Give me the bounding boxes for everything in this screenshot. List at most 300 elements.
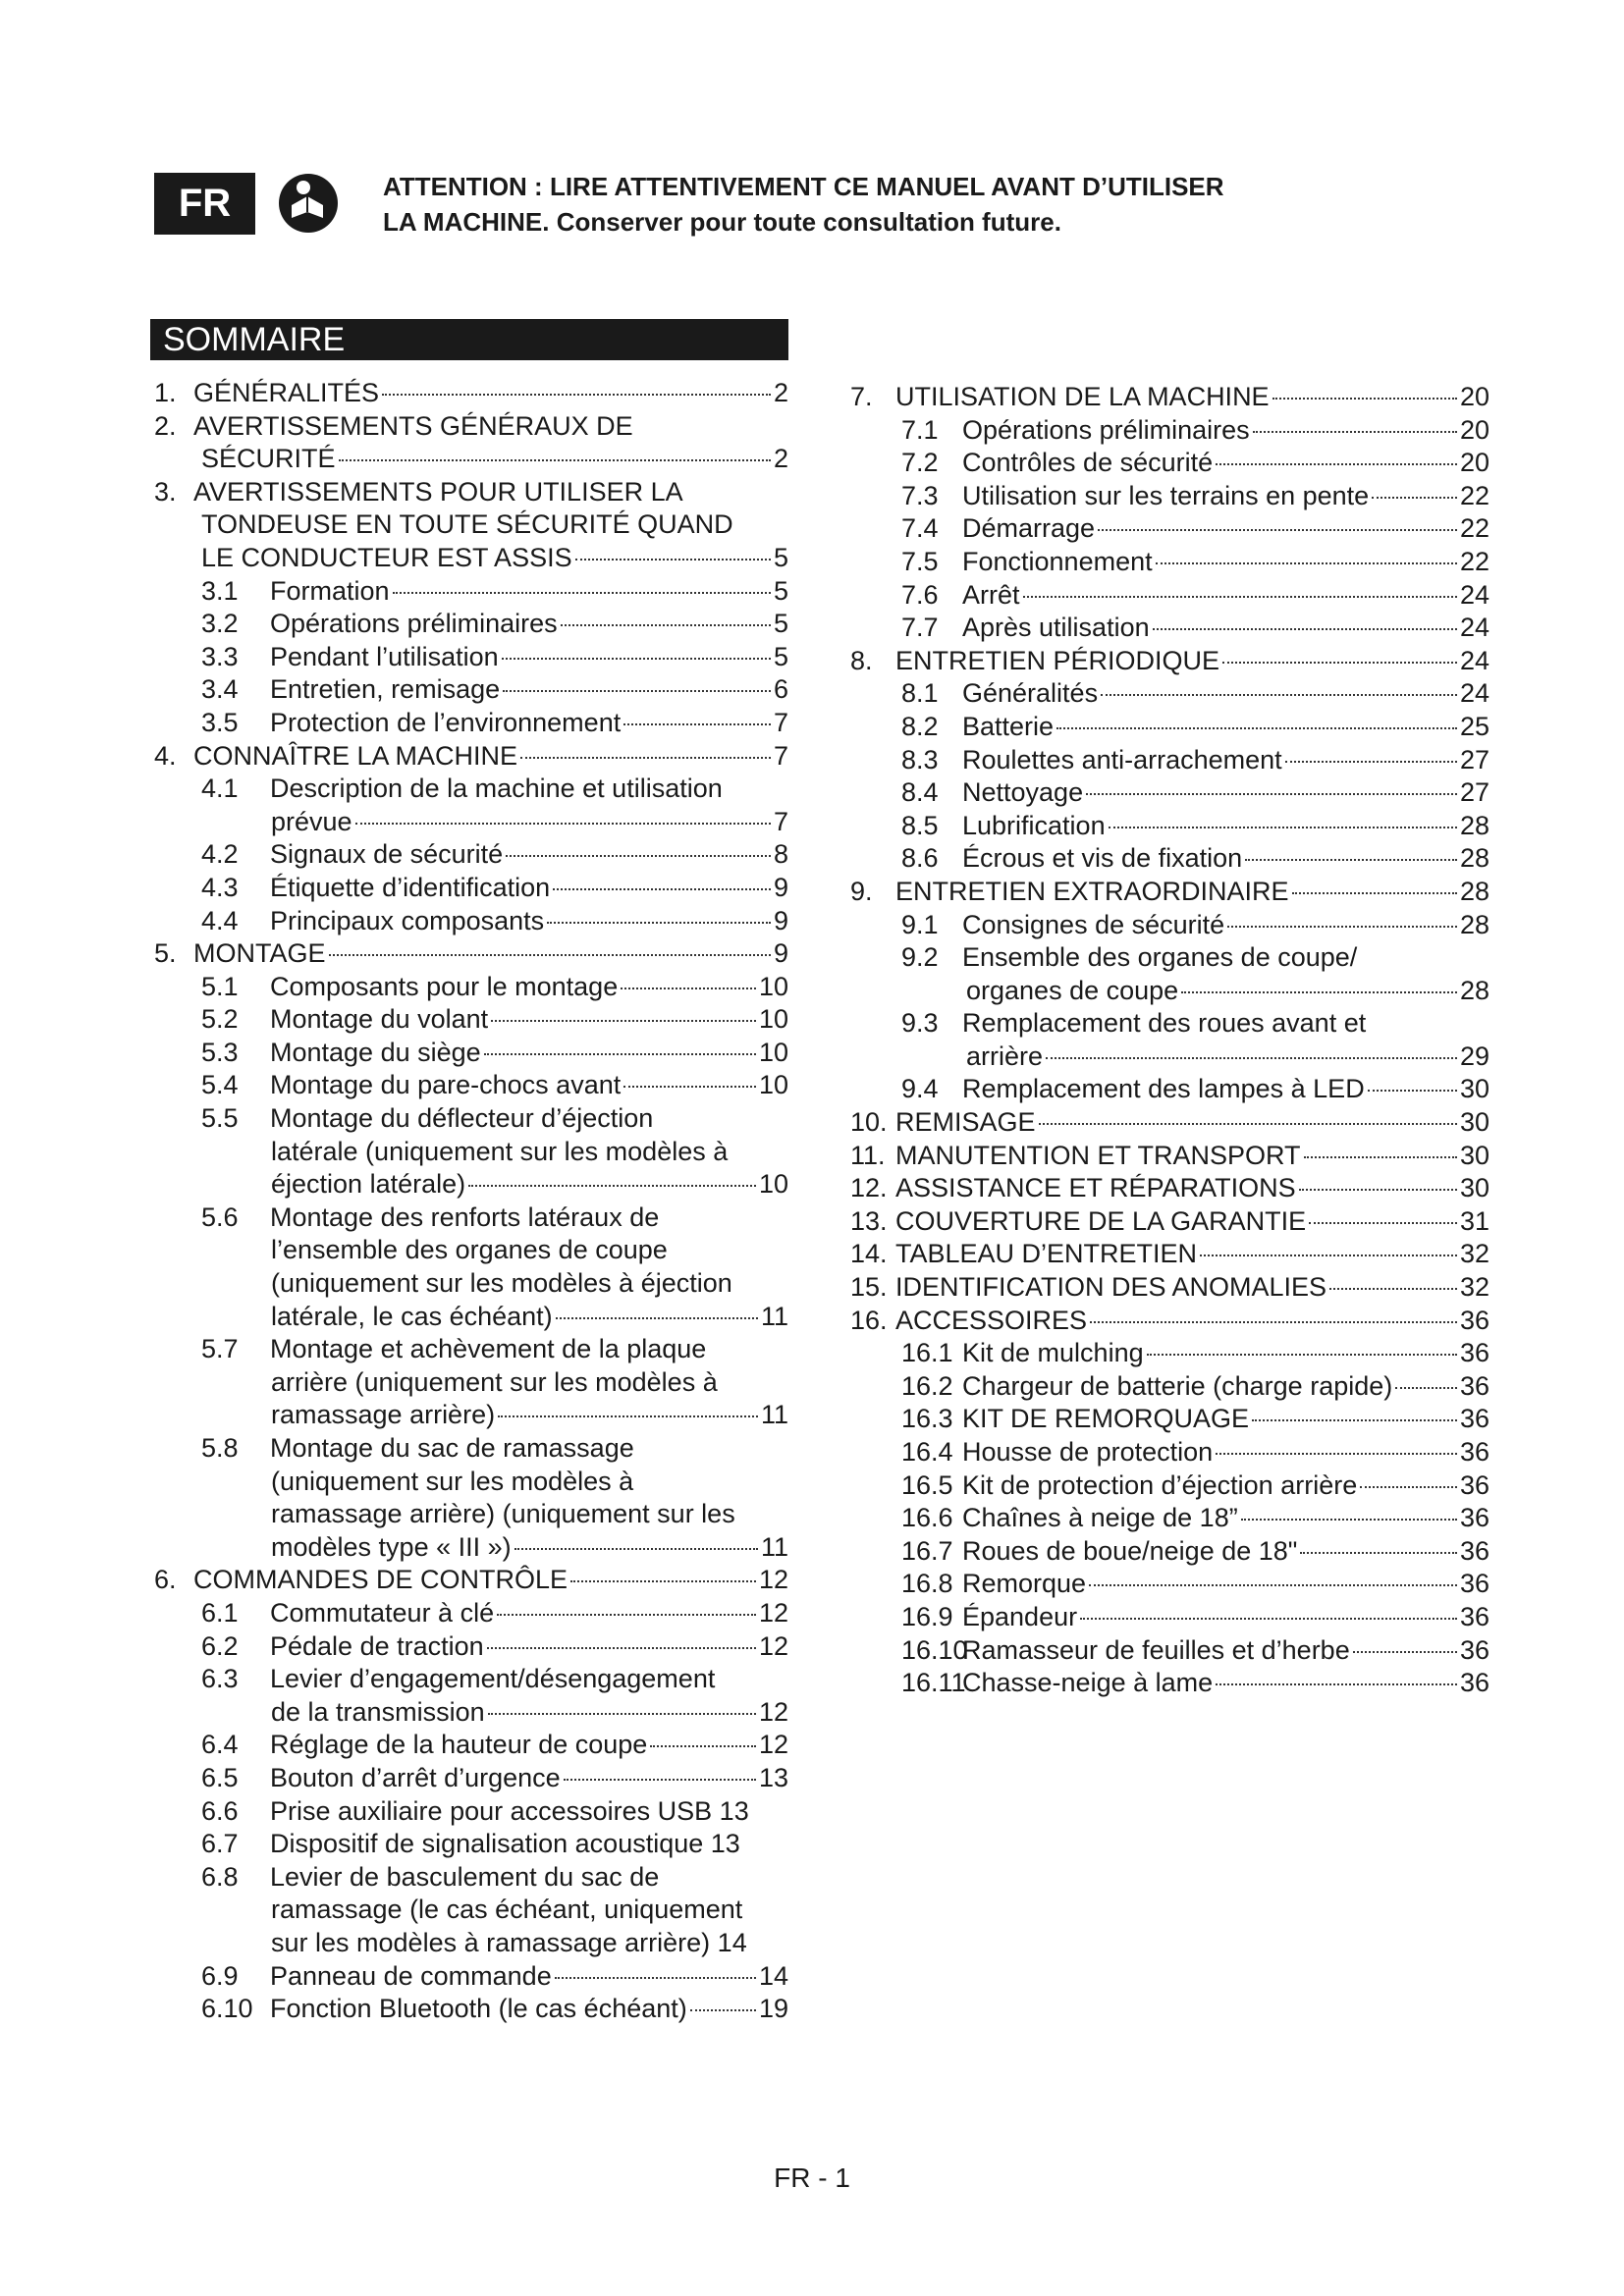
toc-entry-title: AVERTISSEMENTS POUR UTILISER LA <box>193 476 683 507</box>
toc-entry-page: 5 <box>773 575 788 606</box>
toc-entry-number: 1. <box>154 378 177 407</box>
toc-entry <box>846 1337 1489 1370</box>
toc-entry-title: de la transmission <box>271 1696 485 1727</box>
toc-entry-number: 16.4 <box>901 1437 953 1467</box>
toc-leader-dots <box>1304 1156 1457 1158</box>
toc-entry-title: Principaux composants <box>270 905 545 935</box>
toc-entry-page: 10 <box>758 1169 788 1200</box>
toc-leader-dots <box>503 690 771 692</box>
toc-leader-dots <box>1245 859 1457 861</box>
toc-entry-number: 16.10 <box>901 1634 968 1665</box>
toc-entry-title: (uniquement sur les modèles à <box>271 1466 634 1496</box>
toc-entry-number: 7.3 <box>901 480 939 510</box>
toc-leader-dots <box>1253 431 1457 433</box>
toc-entry-page: 27 <box>1459 777 1489 808</box>
toc-entry-title: modèles type « III ») <box>271 1531 512 1562</box>
toc-entry-title: Lubrification <box>962 810 1106 840</box>
toc-entry-page: 30 <box>1459 1173 1489 1203</box>
toc-entry-page: 10 <box>758 971 788 1001</box>
toc-entry <box>150 542 788 575</box>
attention-line-2: LA MACHINE. Conserver pour toute consultation future. <box>383 207 1061 237</box>
toc-entry-number: 7.1 <box>901 414 939 445</box>
toc-entry-page: 7 <box>773 806 788 836</box>
toc-entry-title: Remplacement des roues avant et <box>962 1008 1367 1039</box>
toc-entry-number: 6.6 <box>201 1795 239 1826</box>
toc-entry-title: Épandeur <box>962 1601 1078 1631</box>
toc-entry-page: 20 <box>1459 448 1489 478</box>
toc-entry <box>150 806 788 839</box>
toc-leader-dots <box>355 823 771 825</box>
toc-entry-page: 10 <box>758 1037 788 1067</box>
toc-leader-dots <box>1216 1453 1457 1455</box>
toc-entry-title: Écrous et vis de fixation <box>962 843 1243 874</box>
toc-entry-number: 8.3 <box>901 744 939 774</box>
toc-entry-title: Montage du pare-chocs avant <box>270 1070 622 1100</box>
toc-entry <box>150 1234 788 1267</box>
toc-entry <box>150 1069 788 1102</box>
toc-entry-title: REMISAGE <box>895 1107 1036 1138</box>
toc-entry-page: 36 <box>1459 1338 1489 1368</box>
toc-entry-number: 5.1 <box>201 971 239 1001</box>
toc-leader-dots <box>1300 1552 1457 1554</box>
toc-entry-page: 5 <box>773 641 788 671</box>
toc-entry <box>150 1466 788 1499</box>
toc-entry-number: 3.2 <box>201 609 239 639</box>
toc-entry-title: Montage du volant <box>270 1004 489 1035</box>
toc-leader-dots <box>623 1086 756 1088</box>
toc-entry-page: 29 <box>1459 1041 1489 1071</box>
toc-entry <box>846 744 1489 777</box>
toc-entry-number: 4.3 <box>201 872 239 902</box>
toc-leader-dots <box>498 1415 758 1417</box>
toc-entry-title: Ensemble des organes de coupe/ <box>962 942 1358 973</box>
toc-entry-title: Utilisation sur les terrains en pente <box>962 480 1370 510</box>
toc-entry <box>846 677 1489 711</box>
toc-entry <box>150 971 788 1004</box>
toc-entry-page: 7 <box>773 707 788 737</box>
toc-entry-page: 7 <box>773 740 788 771</box>
toc-entry-title: éjection latérale) <box>271 1169 466 1200</box>
toc-entry <box>150 1037 788 1070</box>
toc-entry <box>150 1432 788 1466</box>
toc-entry-title: sur les modèles à ramassage arrière) 14 <box>271 1927 747 1957</box>
toc-entry-title: COUVERTURE DE LA GARANTIE <box>895 1205 1307 1236</box>
toc-entry-number: 11. <box>850 1140 886 1170</box>
toc-leader-dots <box>339 459 771 461</box>
toc-leader-dots <box>1153 628 1457 630</box>
toc-entry <box>846 1073 1489 1106</box>
toc-entry <box>150 740 788 774</box>
toc-leader-dots <box>1089 1584 1457 1586</box>
toc-entry <box>846 1106 1489 1140</box>
toc-leader-dots <box>553 888 771 890</box>
toc-entry-number: 9.4 <box>901 1074 939 1104</box>
toc-entry-number: 9. <box>850 876 873 906</box>
toc-entry <box>150 1762 788 1795</box>
toc-entry-page: 28 <box>1459 909 1489 939</box>
toc-entry-number: 8. <box>850 645 873 675</box>
toc-entry-title: Levier d’engagement/désengagement <box>270 1664 716 1694</box>
toc-entry-number: 6. <box>154 1565 177 1595</box>
toc-entry <box>846 1140 1489 1173</box>
toc-entry <box>150 1267 788 1301</box>
toc-entry <box>846 1601 1489 1634</box>
toc-leader-dots <box>329 954 771 956</box>
toc-entry-title: Montage du siège <box>270 1037 481 1067</box>
toc-entry <box>150 905 788 938</box>
toc-entry-page: 12 <box>758 1630 788 1661</box>
toc-entry <box>846 810 1489 843</box>
toc-entry-page: 36 <box>1459 1437 1489 1467</box>
toc-leader-dots <box>520 757 771 759</box>
toc-entry-number: 6.2 <box>201 1630 239 1661</box>
toc-entry-title: Opérations préliminaires <box>962 414 1250 445</box>
toc-entry <box>846 414 1489 448</box>
toc-entry-number: 16.11 <box>901 1668 966 1698</box>
toc-entry <box>846 1007 1489 1041</box>
toc-leader-dots <box>1299 1189 1457 1191</box>
toc-entry-number: 4. <box>154 740 177 771</box>
toc-entry-title: Levier de basculement du sac de <box>270 1861 660 1892</box>
toc-entry <box>150 1597 788 1630</box>
toc-leader-dots <box>1056 727 1457 729</box>
toc-entry-page: 31 <box>1459 1205 1489 1236</box>
toc-entry <box>150 838 788 872</box>
toc-entry-title: KIT DE REMORQUAGE <box>962 1404 1250 1434</box>
toc-entry-title: IDENTIFICATION DES ANOMALIES <box>895 1272 1327 1303</box>
toc-entry <box>846 546 1489 579</box>
toc-leader-dots <box>570 1580 756 1582</box>
toc-entry-number: 15. <box>850 1272 888 1303</box>
toc-entry <box>150 1201 788 1235</box>
toc-leader-dots <box>1360 1486 1457 1488</box>
toc-leader-dots <box>502 658 771 660</box>
toc-entry-number: 5. <box>154 938 177 969</box>
toc-entry-title: Kit de protection d’éjection arrière <box>962 1469 1358 1500</box>
toc-entry-page: 2 <box>773 378 788 407</box>
toc-entry-page: 36 <box>1459 1404 1489 1434</box>
toc-leader-dots <box>1368 1090 1457 1092</box>
toc-entry-page: 22 <box>1459 513 1489 544</box>
toc-entry-number: 5.8 <box>201 1433 239 1463</box>
toc-leader-dots <box>506 855 771 857</box>
toc-entry-title: Chargeur de batterie (charge rapide) <box>962 1370 1393 1401</box>
toc-entry-number: 10. <box>850 1107 888 1138</box>
toc-entry <box>150 443 788 476</box>
toc-entry-title: Batterie <box>962 711 1055 741</box>
toc-entry <box>150 1136 788 1169</box>
toc-leader-dots <box>497 1614 756 1616</box>
toc-leader-dots <box>575 559 771 561</box>
toc-entry-title: CONNAÎTRE LA MACHINE <box>193 740 518 771</box>
toc-entry-page: 36 <box>1459 1469 1489 1500</box>
toc-entry-page: 19 <box>758 1994 788 2024</box>
toc-entry-title: TONDEUSE EN TOUTE SÉCURITÉ QUAND <box>201 509 733 540</box>
toc-entry <box>846 1469 1489 1503</box>
toc-entry-page: 10 <box>758 1070 788 1100</box>
attention-notice <box>383 169 1365 240</box>
toc-entry-title: Remplacement des lampes à LED <box>962 1074 1365 1104</box>
toc-entry-page: 2 <box>773 444 788 474</box>
toc-entry-number: 8.4 <box>901 777 939 808</box>
toc-entry-title: Dispositif de signalisation acoustique 13 <box>270 1829 740 1859</box>
toc-entry <box>846 1041 1489 1074</box>
toc-entry-page: 36 <box>1459 1601 1489 1631</box>
toc-entry-page: 30 <box>1459 1074 1489 1104</box>
toc-leader-dots <box>1216 1683 1457 1685</box>
toc-entry <box>150 1168 788 1201</box>
toc-entry-page: 9 <box>773 872 788 902</box>
toc-entry <box>846 1568 1489 1601</box>
toc-entry-title: LE CONDUCTEUR EST ASSIS <box>201 542 572 572</box>
toc-leader-dots <box>690 2009 756 2011</box>
toc-entry-number: 6.4 <box>201 1730 239 1760</box>
toc-entry-title: ASSISTANCE ET RÉPARATIONS <box>895 1173 1296 1203</box>
toc-entry-title: COMMANDES DE CONTRÔLE <box>193 1565 568 1595</box>
toc-entry <box>150 1102 788 1136</box>
toc-entry-number: 8.5 <box>901 810 939 840</box>
toc-entry <box>846 512 1489 546</box>
toc-entry <box>846 1403 1489 1436</box>
toc-entry-title: ramassage arrière) <box>271 1400 496 1430</box>
toc-entry-page: 24 <box>1459 579 1489 610</box>
toc-entry-number: 5.5 <box>201 1103 239 1134</box>
toc-entry-title: Formation <box>270 575 390 606</box>
toc-entry <box>846 579 1489 613</box>
toc-entry <box>150 1795 788 1829</box>
toc-entry-page: 11 <box>760 1301 788 1331</box>
toc-leader-dots <box>1222 662 1457 664</box>
toc-entry <box>150 608 788 641</box>
toc-entry-page: 28 <box>1459 876 1489 906</box>
toc-entry <box>846 1172 1489 1205</box>
toc-entry-title: Chasse-neige à lame <box>962 1668 1214 1698</box>
toc-entry-title: Commutateur à clé <box>270 1597 495 1628</box>
toc-entry-number: 5.7 <box>201 1334 239 1364</box>
toc-entry-number: 8.1 <box>901 678 939 709</box>
toc-entry-number: 16.9 <box>901 1601 953 1631</box>
toc-entry-page: 8 <box>773 839 788 870</box>
toc-entry-title: Montage du déflecteur d’éjection <box>270 1103 654 1134</box>
toc-entry-title: Remorque <box>962 1569 1087 1599</box>
toc-leader-dots <box>555 1977 756 1979</box>
toc-entry-page: 5 <box>773 609 788 639</box>
toc-entry <box>846 711 1489 744</box>
toc-entry <box>150 377 788 410</box>
toc-entry <box>150 1630 788 1664</box>
toc-entry-title: AVERTISSEMENTS GÉNÉRAUX DE <box>193 410 633 441</box>
toc-leader-dots <box>1080 1618 1457 1620</box>
toc-entry-title: Housse de protection <box>962 1437 1214 1467</box>
toc-entry-page: 28 <box>1459 843 1489 874</box>
toc-entry-title: Fonctionnement <box>962 546 1153 576</box>
toc-entry <box>150 1531 788 1565</box>
toc-entry-title: arrière <box>966 1041 1044 1071</box>
toc-leader-dots <box>1395 1387 1457 1389</box>
toc-entry <box>150 1729 788 1762</box>
toc-entry-title: MANUTENTION ET TRANSPORT <box>895 1140 1301 1170</box>
toc-entry-page: 9 <box>773 905 788 935</box>
toc-leader-dots <box>1227 926 1457 928</box>
toc-entry <box>846 1502 1489 1535</box>
toc-entry-title: Pédale de traction <box>270 1630 484 1661</box>
toc-entry <box>846 1634 1489 1668</box>
toc-entry-number: 6.7 <box>201 1829 239 1859</box>
toc-entry-title: ENTRETIEN PÉRIODIQUE <box>895 645 1220 675</box>
toc-entry <box>150 476 788 509</box>
toc-entry-page: 12 <box>758 1565 788 1595</box>
toc-entry-number: 8.6 <box>901 843 939 874</box>
toc-entry-number: 16.7 <box>901 1535 953 1566</box>
toc-entry <box>846 447 1489 480</box>
toc-leader-dots <box>623 723 771 725</box>
toc-entry-number: 7.2 <box>901 448 939 478</box>
toc-entry-page: 36 <box>1459 1503 1489 1533</box>
toc-leader-dots <box>1086 793 1457 795</box>
toc-entry-number: 3.1 <box>201 575 239 606</box>
toc-entry-title: Montage des renforts latéraux de <box>270 1201 660 1232</box>
toc-entry <box>846 941 1489 975</box>
toc-entry-page: 30 <box>1459 1107 1489 1138</box>
toc-entry <box>150 1927 788 1960</box>
toc-entry <box>846 480 1489 513</box>
toc-entry-number: 5.4 <box>201 1070 239 1100</box>
toc-entry-number: 16.2 <box>901 1370 953 1401</box>
toc-leader-dots <box>1272 398 1457 400</box>
toc-right-column <box>846 381 1489 1700</box>
toc-entry-number: 16.5 <box>901 1469 953 1500</box>
toc-leader-dots <box>487 1647 756 1649</box>
toc-entry <box>846 1370 1489 1404</box>
toc-entry-title: Protection de l’environnement <box>270 707 622 737</box>
toc-entry-title: ramassage (le cas échéant, uniquement <box>271 1895 743 1925</box>
toc-leader-dots <box>547 922 771 924</box>
toc-entry-page: 13 <box>758 1762 788 1792</box>
toc-entry-page: 20 <box>1459 414 1489 445</box>
toc-entry-number: 8.2 <box>901 711 939 741</box>
toc-entry <box>150 1333 788 1366</box>
toc-entry-page: 27 <box>1459 744 1489 774</box>
toc-entry-title: Description de la machine et utilisation <box>270 774 723 804</box>
toc-entry-title: Pendant l’utilisation <box>270 641 499 671</box>
toc-entry-page: 9 <box>773 938 788 969</box>
toc-entry <box>150 872 788 905</box>
toc-entry-page: 6 <box>773 674 788 705</box>
toc-entry <box>150 508 788 542</box>
toc-entry <box>846 1305 1489 1338</box>
toc-entry <box>150 1960 788 1994</box>
toc-leader-dots <box>650 1745 756 1747</box>
toc-entry <box>150 575 788 609</box>
toc-entry-number: 12. <box>850 1173 888 1203</box>
toc-entry-page: 24 <box>1459 678 1489 709</box>
toc-entry-title: Fonction Bluetooth (le cas échéant) <box>270 1994 687 2024</box>
toc-entry-title: Roues de boue/neige de 18" <box>962 1535 1298 1566</box>
toc-entry <box>846 776 1489 810</box>
toc-entry-page: 36 <box>1459 1634 1489 1665</box>
toc-entry-title: Prise auxiliaire pour accessoires USB 13 <box>270 1795 749 1826</box>
toc-entry-page: 28 <box>1459 810 1489 840</box>
toc-entry-page: 24 <box>1459 613 1489 643</box>
toc-entry <box>846 612 1489 645</box>
toc-entry <box>150 1003 788 1037</box>
toc-entry-title: GÉNÉRALITÉS <box>193 378 380 407</box>
toc-entry-page: 11 <box>760 1531 788 1562</box>
toc-entry-page: 36 <box>1459 1370 1489 1401</box>
toc-entry-title: UTILISATION DE LA MACHINE <box>895 382 1270 411</box>
toc-entry-title: l’ensemble des organes de coupe <box>271 1235 668 1265</box>
toc-leader-dots <box>1285 761 1457 763</box>
toc-entry-title: Composants pour le montage <box>270 971 619 1001</box>
toc-entry-number: 6.10 <box>201 1994 253 2024</box>
toc-entry <box>846 1271 1489 1305</box>
toc-entry-number: 4.2 <box>201 839 239 870</box>
toc-leader-dots <box>488 1713 756 1715</box>
toc-entry-title: Kit de mulching <box>962 1338 1144 1368</box>
toc-entry-title: Entretien, remisage <box>270 674 501 705</box>
toc-entry-page: 36 <box>1459 1569 1489 1599</box>
toc-entry-number: 7.4 <box>901 513 939 544</box>
toc-leader-dots <box>1252 1419 1457 1421</box>
toc-leader-dots <box>382 394 771 396</box>
toc-entry-number: 16.3 <box>901 1404 953 1434</box>
toc-entry <box>846 1535 1489 1569</box>
toc-entry-number: 7.7 <box>901 613 939 643</box>
toc-entry <box>150 937 788 971</box>
toc-entry-page: 10 <box>758 1004 788 1035</box>
toc-entry-number: 16. <box>850 1305 888 1335</box>
toc-entry-number: 9.1 <box>901 909 939 939</box>
toc-left-column <box>150 377 788 2026</box>
toc-entry-number: 16.6 <box>901 1503 953 1533</box>
toc-entry-page: 28 <box>1459 975 1489 1005</box>
toc-entry <box>150 410 788 444</box>
toc-entry-title: Après utilisation <box>962 613 1150 643</box>
toc-entry <box>846 909 1489 942</box>
toc-entry <box>846 1436 1489 1469</box>
toc-entry-title: ENTRETIEN EXTRAORDINAIRE <box>895 876 1289 906</box>
toc-leader-dots <box>1023 596 1457 598</box>
toc-entry-number: 16.8 <box>901 1569 953 1599</box>
toc-leader-dots <box>1090 1321 1457 1323</box>
toc-entry-number: 7.5 <box>901 546 939 576</box>
toc-entry <box>846 1205 1489 1239</box>
toc-entry-title: TABLEAU D’ENTRETIEN <box>895 1239 1198 1269</box>
toc-entry-number: 3.5 <box>201 707 239 737</box>
toc-entry-page: 36 <box>1459 1305 1489 1335</box>
toc-entry-title: Bouton d’arrêt d’urgence <box>270 1762 561 1792</box>
toc-entry-title: Consignes de sécurité <box>962 909 1225 939</box>
toc-entry-title: Opérations préliminaires <box>270 609 558 639</box>
toc-leader-dots <box>1372 497 1457 499</box>
toc-entry-number: 5.6 <box>201 1201 239 1232</box>
toc-entry-number: 5.2 <box>201 1004 239 1035</box>
toc-entry-title: Réglage de la hauteur de coupe <box>270 1730 648 1760</box>
toc-leader-dots <box>1109 827 1457 828</box>
toc-leader-dots <box>1353 1651 1457 1653</box>
toc-entry-number: 16.1 <box>901 1338 953 1368</box>
toc-entry-number: 7.6 <box>901 579 939 610</box>
toc-entry-page: 12 <box>758 1730 788 1760</box>
toc-entry-title: (uniquement sur les modèles à éjection <box>271 1268 732 1299</box>
toc-entry-title: Signaux de sécurité <box>270 839 504 870</box>
toc-leader-dots <box>1147 1354 1457 1356</box>
toc-leader-dots <box>1309 1222 1457 1224</box>
toc-entry-page: 14 <box>758 1960 788 1991</box>
toc-leader-dots <box>393 592 771 594</box>
toc-entry-number: 9.3 <box>901 1008 939 1039</box>
toc-entry <box>846 645 1489 678</box>
